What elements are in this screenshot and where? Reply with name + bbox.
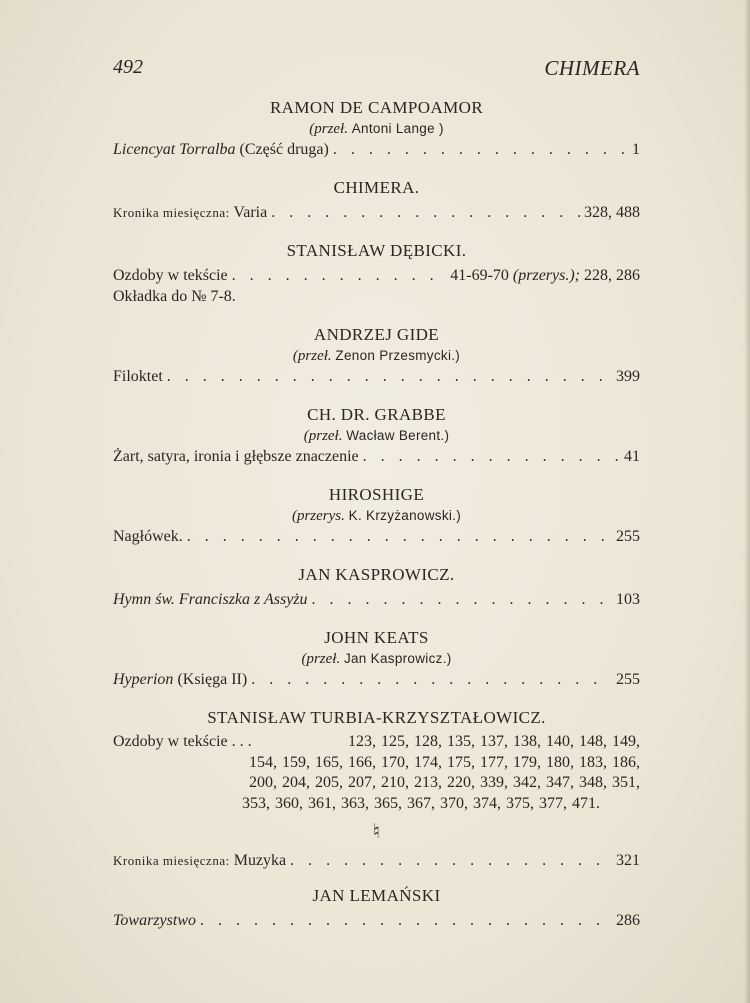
index-entry: Hyperion (Księga II) . . . 255 xyxy=(113,669,640,690)
author-heading: STANISŁAW DĘBICKI. xyxy=(286,241,467,260)
section-keats xyxy=(113,627,640,690)
section-kasprowicz xyxy=(113,564,640,610)
section-turbia xyxy=(113,707,640,814)
translator-line: (przerys. K. Krzyżanowski.) xyxy=(291,508,462,524)
index-entry: Kronika miesięczna: Varia . . . 328, 488 xyxy=(113,202,640,223)
author-heading: RAMON DE CAMPOAMOR xyxy=(269,98,484,117)
translator-line: (przeł. Antoni Lange ) xyxy=(309,121,444,137)
page-ref: 41-69-70 (przerys.); 228, 286 xyxy=(450,267,640,284)
index-content xyxy=(113,97,640,931)
page-ref: 321 xyxy=(616,852,640,869)
running-title: CHIMERA xyxy=(544,56,640,80)
index-entry: Hymn św. Franciszka z Assyżu . . . 103 xyxy=(113,589,640,610)
index-entry: Nagłówek. . . . 255 xyxy=(113,526,640,547)
translator-line: (przeł. Jan Kasprowicz.) xyxy=(301,651,452,667)
page-ref: 255 xyxy=(616,671,640,688)
author-heading: CHIMERA. xyxy=(333,178,420,197)
translator-line: (przeł. Zenon Przesmycki.) xyxy=(292,348,461,364)
author-heading: CH. DR. GRABBE xyxy=(307,405,446,424)
page-ref: 1 xyxy=(632,141,640,158)
section-grabbe xyxy=(113,404,640,467)
index-entry: Ozdoby w tekście . . . 41-69-70 (przerys.); 228, 286 xyxy=(113,265,640,286)
ornament-divider: ♮ xyxy=(372,821,381,843)
translator-line: (przeł. Wacław Berent.) xyxy=(303,428,450,444)
section-hiroshige xyxy=(113,484,640,547)
page-number: 492 xyxy=(113,56,143,78)
author-heading: HIROSHIGE xyxy=(328,485,425,504)
index-entry: Licencyat Torralba (Część druga) . . . 1 xyxy=(113,139,640,160)
page-list: Ozdoby w tekście . . . 123, 125, 128, 135, 137, 138, 140, 148, 149, 154, 159, 165, 166, 170, 174, 175, 177, 179, 180, 183, 186, 200, 204, 205, 207, 210, 213, 220, 339, 342, 347, 348, 351, 353, 360, 361, 363, 365, 367, 370, 374, 375, 377, 471. xyxy=(113,733,640,812)
index-entry: Kronika miesięczna: Muzyka . . . 321 xyxy=(113,850,640,871)
section-debicki xyxy=(113,240,640,307)
page-ref: 255 xyxy=(616,528,640,545)
section-gide xyxy=(113,324,640,387)
section-chimera xyxy=(113,177,640,223)
author-heading: JAN KASPROWICZ. xyxy=(298,565,455,584)
page-ref: 286 xyxy=(616,912,640,929)
author-heading: JAN LEMAŃSKI xyxy=(312,886,441,905)
page-ref: 41 xyxy=(624,448,640,465)
section-lemanski xyxy=(113,885,640,931)
section-campoamor xyxy=(113,97,640,160)
entry-label: Ozdoby w tekście . . . xyxy=(113,733,252,750)
author-heading: ANDRZEJ GIDE xyxy=(313,325,440,344)
author-heading: JOHN KEATS xyxy=(324,628,429,647)
page-ref: 328, 488 xyxy=(584,204,640,221)
page-header xyxy=(113,56,640,82)
extra-line: Okładka do № 7-8. xyxy=(113,288,236,305)
page-ref: 103 xyxy=(616,591,640,608)
index-entry: Filoktet . . . 399 xyxy=(113,366,640,387)
index-entry: Żart, satyra, ironia i głębsze znaczenie . . . 41 xyxy=(113,446,640,467)
author-heading: STANISŁAW TURBIA-KRZYSZTAŁOWICZ. xyxy=(207,708,546,727)
page-ref: 399 xyxy=(616,368,640,385)
index-entry: Towarzystwo . . . 286 xyxy=(113,910,640,931)
section-muzyka xyxy=(113,850,640,871)
